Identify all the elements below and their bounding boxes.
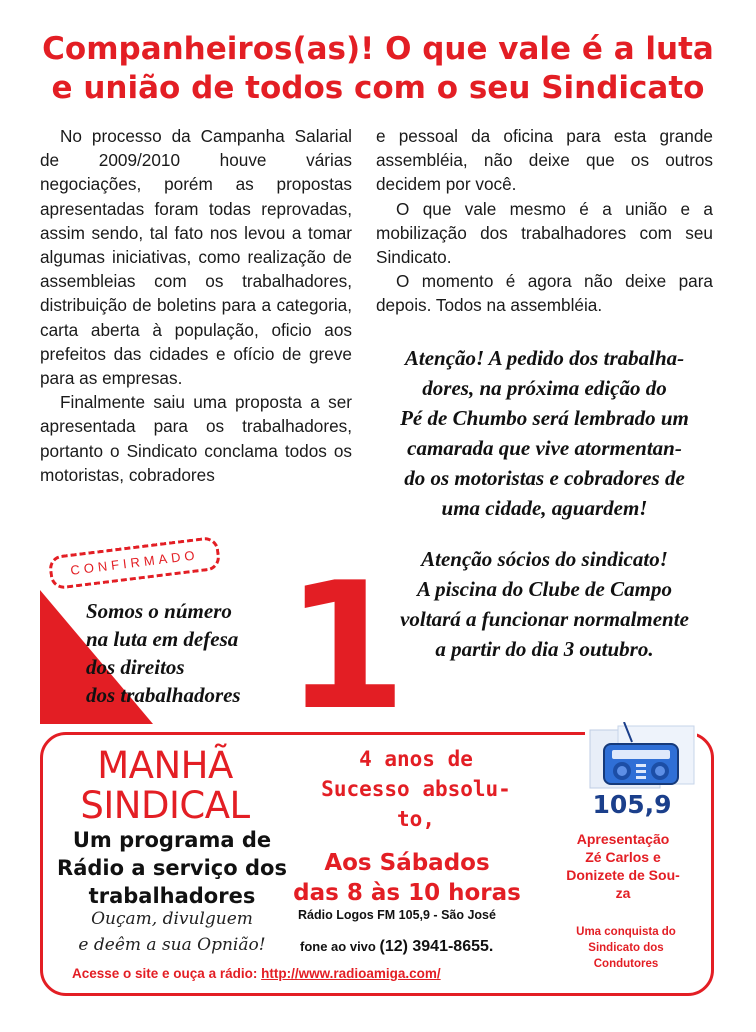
anniversary-line: Sucesso absolu- [321, 777, 511, 801]
notice-line: Atenção! A pedido dos trabalha- [404, 346, 685, 370]
article-continuation: e pessoal da oficina para esta grande assembléia, não deixe que os outros decidem por você. [376, 126, 713, 195]
phone-label: fone ao vivo [300, 939, 376, 954]
site-link[interactable]: http://www.radioamiga.com/ [261, 966, 441, 981]
article-paragraph: O que vale mesmo é a união e a mobilização dos trabalhadores com seu Sindicato. [376, 198, 713, 268]
program-line: Um programa de [72, 828, 272, 852]
invite-line: e deêm a sua Opnião! [78, 935, 266, 955]
conquest-line: Sindicato dos [588, 942, 664, 954]
radio-presenters [548, 830, 698, 902]
notice-piscina [376, 544, 713, 664]
radio-program-description [52, 826, 292, 910]
article-right-column [376, 124, 713, 318]
conquest-line: Uma conquista do [576, 926, 676, 938]
notice-line: do os motoristas e cobradores de [404, 466, 685, 490]
article-left-column [40, 124, 352, 487]
presenters-line: Donizete de Sou- [566, 867, 680, 883]
slogan-line: na luta em defesa [86, 627, 239, 651]
slogan-line: Somos o número [86, 599, 232, 623]
notice-line: voltará a funcionar normalmente [400, 607, 689, 631]
schedule-line: Aos Sábados [324, 850, 490, 876]
phone-number: (12) 3941-8655. [379, 938, 494, 955]
schedule-line: das 8 às 10 horas [293, 880, 521, 906]
radio-icon [588, 722, 696, 790]
article-paragraph: Finalmente saiu uma proposta a ser apresentada para os trabalhadores, portanto o Sindicato conclama todos os motoristas, cobradores [40, 392, 352, 485]
radio-station: Rádio Logos FM 105,9 - São José [298, 908, 496, 922]
anniversary-line: 4 anos de [359, 747, 473, 771]
anniversary-line: to, [397, 807, 435, 831]
site-label: Acesse o site e ouça a rádio: [72, 966, 258, 981]
slogan [86, 597, 306, 709]
radio-phone [300, 938, 550, 956]
headline-line-1: Companheiros(as)! O que vale é a luta [42, 31, 714, 67]
confirmed-stamp: CONFIRMADO [48, 536, 222, 591]
radio-anniversary [296, 744, 536, 834]
notice-line: camarada que vive atormentan- [407, 436, 682, 460]
radio-site [72, 966, 632, 981]
notice-line: dores, na próxima edição do [422, 376, 667, 400]
notice-line: a partir do dia 3 outubro. [435, 637, 654, 661]
radio-invite [52, 906, 292, 958]
notice-line: Atenção sócios do sindicato! [421, 547, 668, 571]
radio-conquest [556, 924, 696, 972]
program-line: Rádio a serviço dos [57, 856, 287, 880]
slogan-line: dos direitos [86, 655, 185, 679]
headline [20, 30, 736, 108]
conquest-line: Condutores [593, 958, 659, 970]
headline-line-2: e união de todos com o seu Sindicato [51, 70, 705, 106]
invite-line: Ouçam, divulguem [91, 909, 253, 929]
notice-line: uma cidade, aguardem! [441, 496, 648, 520]
big-number-one: 1 [285, 546, 407, 749]
radio-title-line: MANHÃ [97, 744, 233, 787]
notice-line: A piscina do Clube de Campo [417, 577, 672, 601]
presenters-line: Apresentação [576, 831, 670, 847]
notice-line: Pé de Chumbo será lembrado um [400, 406, 689, 430]
slogan-line: dos trabalhadores [86, 683, 241, 707]
radio-title-line: SINDICAL [80, 784, 250, 827]
presenters-line: Zé Carlos e [585, 849, 661, 865]
article-paragraph: No processo da Campanha Salarial de 2009/2010 houve várias negociações, porém as propostas apresentadas foram todas reprovadas, assim sendo, tal fato nos levou a tomar algumas iniciativas, como realização de assembleias com os trabalhadores, distribuição de boletins para a categoria, carta aberta à população, oficio aos prefeitos das cidades e ofício de greve para as empresas. [40, 126, 352, 389]
radio-frequency: 105,9 [592, 790, 672, 819]
article-paragraph: O momento é agora não deixe para depois. Todos na assembléia. [376, 271, 713, 316]
radio-schedule [282, 848, 532, 908]
program-line: trabalhadores [88, 884, 256, 908]
notice-pe-de-chumbo [376, 343, 713, 523]
presenters-line: za [615, 885, 631, 901]
radio-program-title [52, 746, 278, 826]
